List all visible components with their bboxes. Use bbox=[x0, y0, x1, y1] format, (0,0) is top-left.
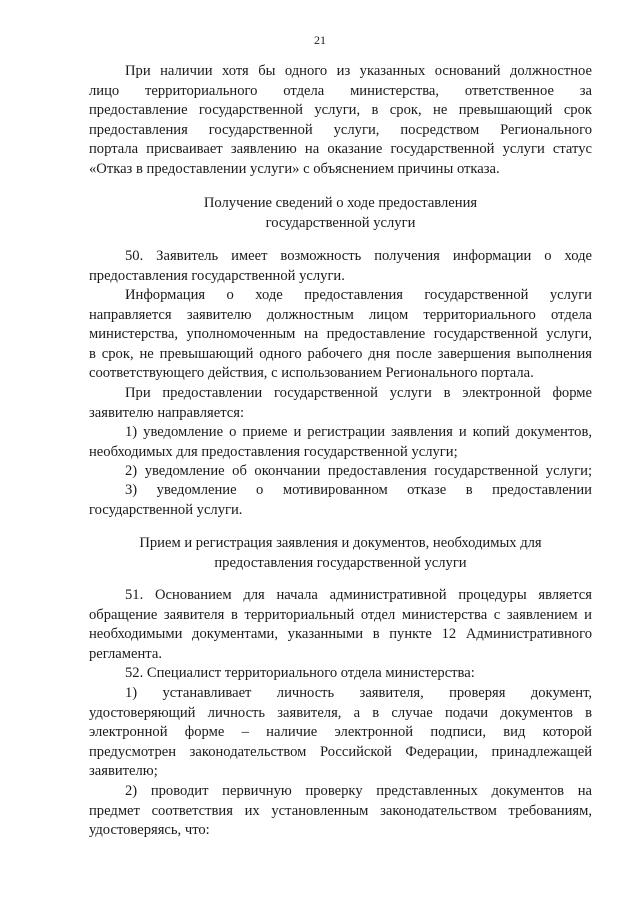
text-line: в срок, не превышающий одного рабочего дня после завершения выполнения bbox=[89, 345, 592, 362]
text-line: заявителю направляется: bbox=[89, 404, 244, 421]
heading-line: Получение сведений о ходе предоставления bbox=[203, 195, 478, 211]
paragraph-refusal bbox=[89, 62, 592, 180]
paragraph-52 bbox=[89, 664, 592, 684]
text-line: обращение заявителя в территориальный отдел министерства с заявлением и bbox=[89, 606, 592, 623]
text-line: При предоставлении государственной услуги в электронной форме bbox=[125, 385, 592, 401]
text-line: необходимыми документами, указанными в пункте 12 Административного bbox=[89, 626, 592, 643]
text-line: 2) проводит первичную проверку представленных документов на bbox=[125, 783, 592, 799]
heading-line: Прием и регистрация заявления и документов, необходимых для bbox=[139, 535, 542, 551]
text-line: предусмотрен законодательством Российской Федерации, принадлежащей bbox=[89, 743, 592, 760]
paragraph-info bbox=[89, 286, 592, 384]
text-line: 3) уведомление о мотивированном отказе в предоставлении bbox=[125, 482, 592, 498]
list-item-2 bbox=[89, 462, 592, 482]
text-line: заявителю; bbox=[89, 763, 158, 780]
text-line: предоставления государственной услуги. bbox=[89, 267, 345, 284]
text-line: государственной услуги. bbox=[89, 501, 243, 518]
section-heading-reception bbox=[89, 533, 592, 573]
text-line: 52. Специалист территориального отдела министерства: bbox=[125, 665, 475, 681]
text-line: Информация о ходе предоставления государственной услуги bbox=[125, 287, 592, 303]
list-item-1 bbox=[89, 423, 592, 462]
text-line: 1) уведомление о приеме и регистрации заявления и копий документов, bbox=[125, 424, 592, 440]
list-item-3 bbox=[89, 481, 592, 520]
text-line: необходимых для предоставления государственной услуги; bbox=[89, 443, 458, 460]
text-line: предоставления государственной услуги, посредством Регионального bbox=[89, 121, 592, 138]
text-line: соответствующего действия, с использованием Регионального портала. bbox=[89, 365, 534, 382]
text-line: предмет соответствия их установленным законодательством требованиям, bbox=[89, 802, 592, 819]
paragraph-electronic bbox=[89, 384, 592, 423]
page-number: 21 bbox=[314, 33, 326, 47]
text-line: министерства, уполномоченным на предоставление государственной услуги, bbox=[89, 326, 592, 343]
heading-line: предоставления государственной услуги bbox=[214, 555, 467, 571]
text-line: При наличии хотя бы одного из указанных оснований должностное bbox=[125, 63, 592, 79]
text-line: предоставление государственной услуги, в срок, не превышающий срок bbox=[89, 102, 592, 119]
text-line: портала присваивает заявлению на оказание государственной услуги статус bbox=[89, 141, 592, 158]
paragraph-51 bbox=[89, 586, 592, 664]
paragraph-52-item-2 bbox=[89, 782, 592, 841]
text-line: 51. Основанием для начала административной процедуры является bbox=[125, 587, 592, 603]
text-line: 50. Заявитель имеет возможность получения информации о ходе bbox=[125, 248, 592, 264]
paragraph-50 bbox=[89, 247, 592, 286]
text-line: удостоверяясь, что: bbox=[89, 822, 210, 839]
paragraph-52-item-1 bbox=[89, 684, 592, 782]
heading-line: государственной услуги bbox=[265, 215, 416, 231]
text-line: удостоверяющий личность заявителя, а в случае подачи документов в bbox=[89, 704, 592, 721]
text-line: регламента. bbox=[89, 645, 162, 662]
text-line: направляется заявителю должностным лицом территориального отдела bbox=[89, 306, 592, 323]
section-heading-progress bbox=[89, 193, 592, 233]
text-line: 2) уведомление об окончании предоставления государственной услуги; bbox=[125, 463, 592, 479]
text-line: лицо территориального отдела министерства, ответственное за bbox=[89, 82, 592, 99]
text-line: «Отказ в предоставлении услуги» с объяснением причины отказа. bbox=[89, 160, 500, 177]
text-line: 1) устанавливает личность заявителя, проверяя документ, bbox=[125, 685, 592, 701]
text-line: электронной форме – наличие электронной подписи, вид которой bbox=[89, 724, 592, 741]
